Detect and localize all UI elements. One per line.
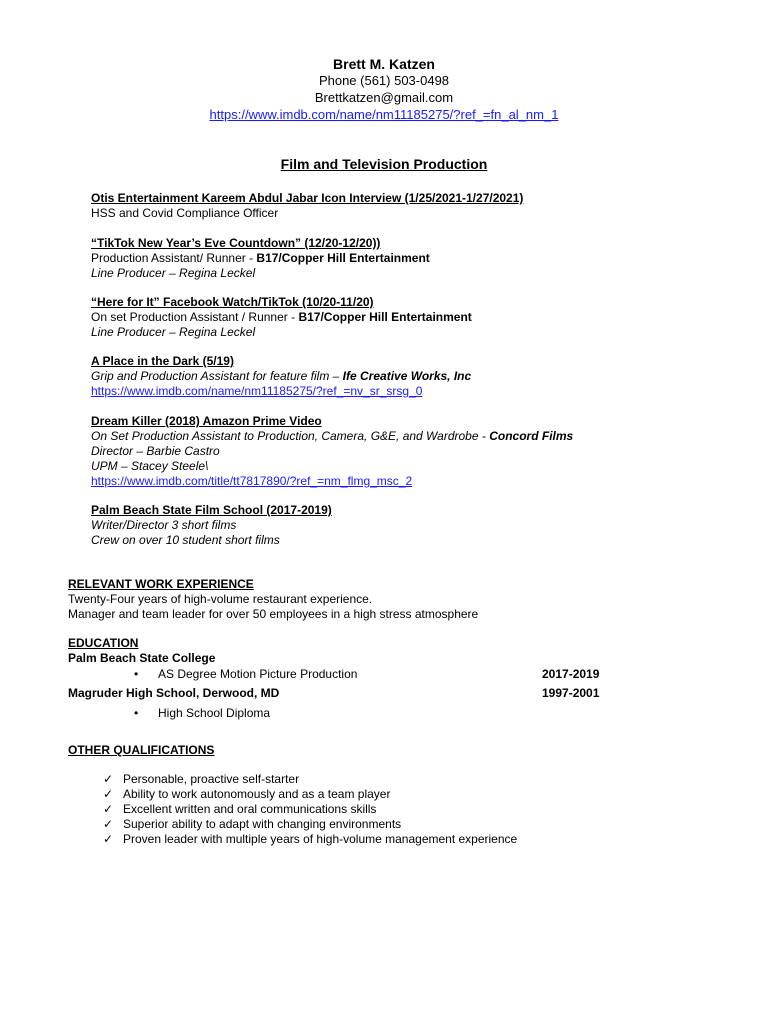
school-name: Palm Beach State College [68,651,216,665]
work-experience-section [68,577,708,622]
credit-producer: Line Producer – Regina Leckel [91,325,256,339]
credit-role-text: On Set Production Assistant to Production, Camera, G&E, and Wardrobe - [91,429,490,443]
credit-role [91,251,731,266]
credit-imdb-link[interactable]: https://www.imdb.com/title/tt7817890/?ref_=nm_flmg_msc_2 [91,474,413,488]
qualifications-section [68,743,708,758]
resume-name: Brett M. Katzen [333,56,435,72]
checkmark-icon: ✓ [103,787,114,801]
checkmark-icon: ✓ [103,772,114,786]
education-section [68,636,708,666]
section-heading: EDUCATION [68,636,139,650]
credit-imdb-link[interactable]: https://www.imdb.com/name/nm11185275/?ref_=nv_sr_srsg_0 [91,384,423,398]
section-heading: RELEVANT WORK EXPERIENCE [68,577,254,591]
email-address: Brettkatzen@gmail.com [314,90,454,105]
section-title: Film and Television Production [280,156,488,172]
credit-here-for-it [91,295,731,340]
bullet-icon: • [134,667,139,681]
credit-title: Dream Killer (2018) Amazon Prime Video [91,414,322,428]
qualification-text: Personable, proactive self-starter [123,772,300,786]
credit-role: HSS and Covid Compliance Officer [91,206,279,220]
credit-place-in-dark [91,354,731,399]
credit-role [91,310,731,325]
bullet-icon: • [134,706,139,720]
checkmark-icon: ✓ [103,832,114,846]
credit-role: Writer/Director 3 short films [91,518,237,532]
credit-title: Palm Beach State Film School (2017-2019) [91,503,332,517]
list-item [103,787,517,802]
list-item [103,772,517,787]
credit-upm: UPM – Stacey Steele\ [91,459,209,473]
credit-title: “Here for It” Facebook Watch/TikTok (10/20-11/20) [91,295,374,309]
degree: AS Degree Motion Picture Production [158,667,358,681]
credit-palm-beach-film-school [91,503,731,548]
credit-dream-killer [91,414,731,489]
credit-role [91,369,731,384]
school-name: Magruder High School, Derwood, MD [68,686,280,700]
credit-role-text: On set Production Assistant / Runner - [91,310,299,324]
qualification-text: Proven leader with multiple years of high-volume management experience [123,832,518,846]
imdb-link-wrap [0,106,768,123]
imdb-profile-link[interactable]: https://www.imdb.com/name/nm11185275/?ref_=fn_al_nm_1 [209,107,559,122]
credit-role: Crew on over 10 student short films [91,533,280,547]
credit-company: B17/Copper Hill Entertainment [298,310,472,324]
credit-title: A Place in the Dark (5/19) [91,354,234,368]
qualification-text: Ability to work autonomously and as a team player [123,787,391,801]
list-item [103,832,517,847]
credit-tiktok-nye [91,236,731,281]
credit-title: Otis Entertainment Kareem Abdul Jabar Icon Interview (1/25/2021-1/27/2021) [91,191,524,205]
list-item [103,802,517,817]
credit-role-text: Grip and Production Assistant for feature film – [91,369,343,383]
school-dates: 1997-2001 [542,686,600,700]
checkmark-icon: ✓ [103,817,114,831]
qualification-text: Superior ability to adapt with changing environments [123,817,402,831]
credit-company: Concord Films [489,429,574,443]
experience-line: Manager and team leader for over 50 employees in a high stress atmosphere [68,607,479,621]
degree: High School Diploma [158,706,271,720]
credit-role-text: Production Assistant/ Runner - [91,251,257,265]
qualifications-list [103,772,517,847]
section-heading: OTHER QUALIFICATIONS [68,743,215,757]
experience-line: Twenty-Four years of high-volume restaurant experience. [68,592,373,606]
credit-title: “TikTok New Year’s Eve Countdown” (12/20-12/20)) [91,236,381,250]
credit-otis [91,191,731,221]
credit-company: B17/Copper Hill Entertainment [256,251,430,265]
list-item [103,817,517,832]
credit-company: Ife Creative Works, Inc [342,369,472,383]
phone-number: Phone (561) 503-0498 [318,73,450,88]
qualification-text: Excellent written and oral communications skills [123,802,377,816]
credit-producer: Line Producer – Regina Leckel [91,266,256,280]
credit-director: Director – Barbie Castro [91,444,220,458]
credit-role [91,429,731,444]
checkmark-icon: ✓ [103,802,114,816]
degree-dates: 2017-2019 [542,667,600,681]
